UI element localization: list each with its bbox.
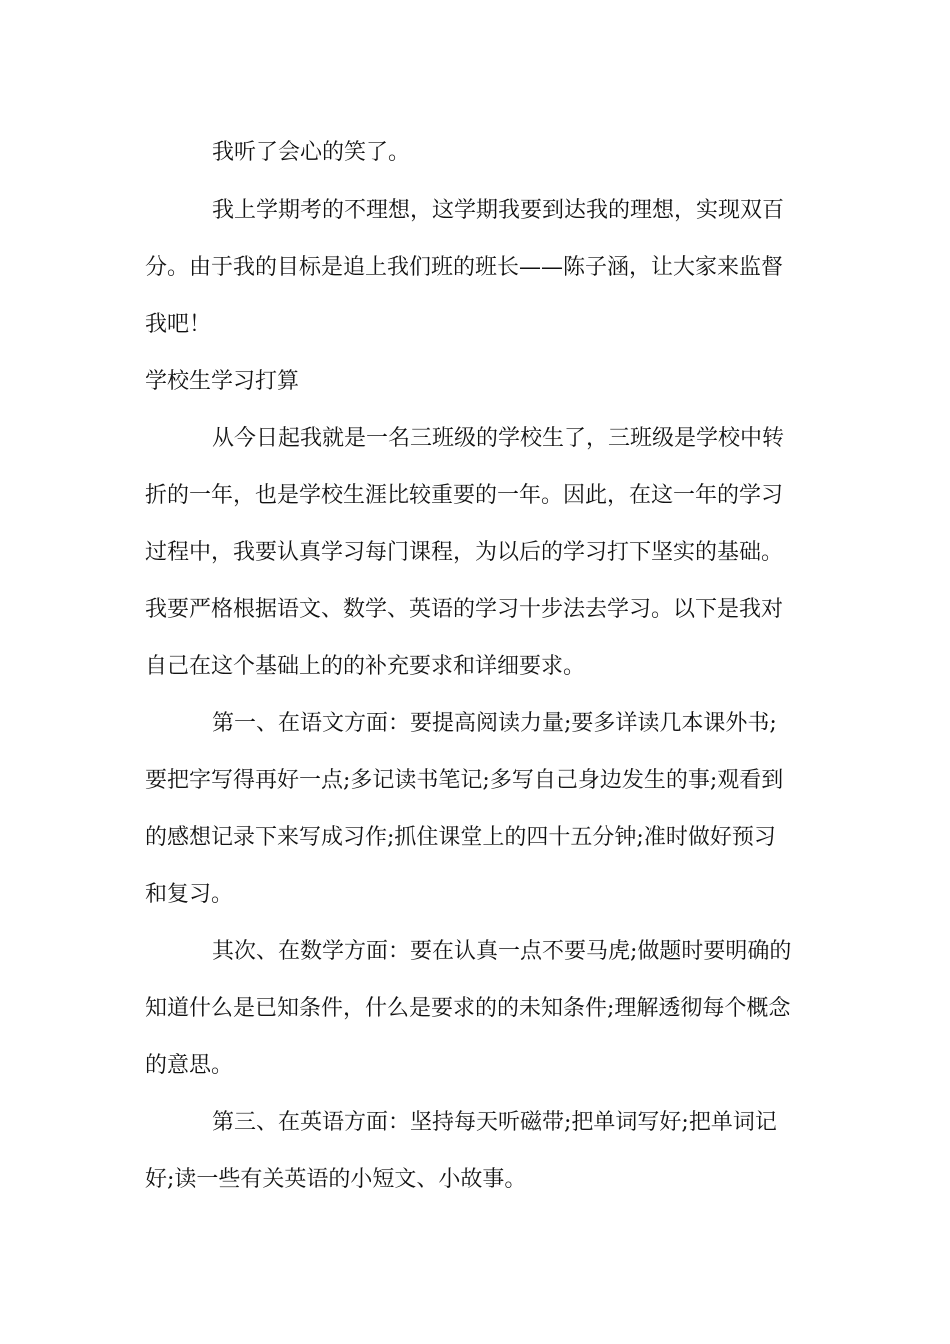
text-line: 知道什么是已知条件，什么是要求的的未知条件;理解透彻每个概念 — [145, 996, 791, 1021]
text-line: 的意思。 — [145, 1053, 234, 1078]
text-line: 从今日起我就是一名三班级的学校生了，三班级是学校中转 — [212, 426, 785, 451]
text-line: 和复习。 — [145, 882, 234, 907]
text-line: 自己在这个基础上的的补充要求和详细要求。 — [145, 654, 586, 679]
text-line: 我上学期考的不理想，这学期我要到达我的理想，实现双百 — [212, 198, 785, 223]
text-line: 其次、在数学方面：要在认真一点不要马虎;做题时要明确的 — [212, 939, 792, 964]
text-line: 第三、在英语方面：坚持每天听磁带;把单词写好;把单词记 — [212, 1110, 777, 1135]
text-line: 过程中，我要认真学习每门课程，为以后的学习打下坚实的基础。 — [145, 540, 784, 565]
text-line: 要把字写得再好一点;多记读书笔记;多写自己身边发生的事;观看到 — [145, 768, 784, 793]
section-heading: 学校生学习打算 — [145, 369, 300, 394]
text-line: 我要严格根据语文、数学、英语的学习十步法去学习。以下是我对 — [145, 597, 784, 622]
text-line: 分。由于我的目标是追上我们班的班长——陈子涵，让大家来监督 — [145, 255, 784, 280]
text-line: 好;读一些有关英语的小短文、小故事。 — [145, 1167, 527, 1192]
text-line: 我听了会心的笑了。 — [212, 140, 411, 165]
text-line: 第一、在语文方面：要提高阅读力量;要多详读几本课外书; — [212, 711, 777, 736]
text-line: 我吧！ — [145, 312, 212, 337]
text-line: 折的一年，也是学校生涯比较重要的一年。因此，在这一年的学习 — [145, 483, 784, 508]
text-line: 的感想记录下来写成习作;抓住课堂上的四十五分钟;准时做好预习 — [145, 825, 776, 850]
